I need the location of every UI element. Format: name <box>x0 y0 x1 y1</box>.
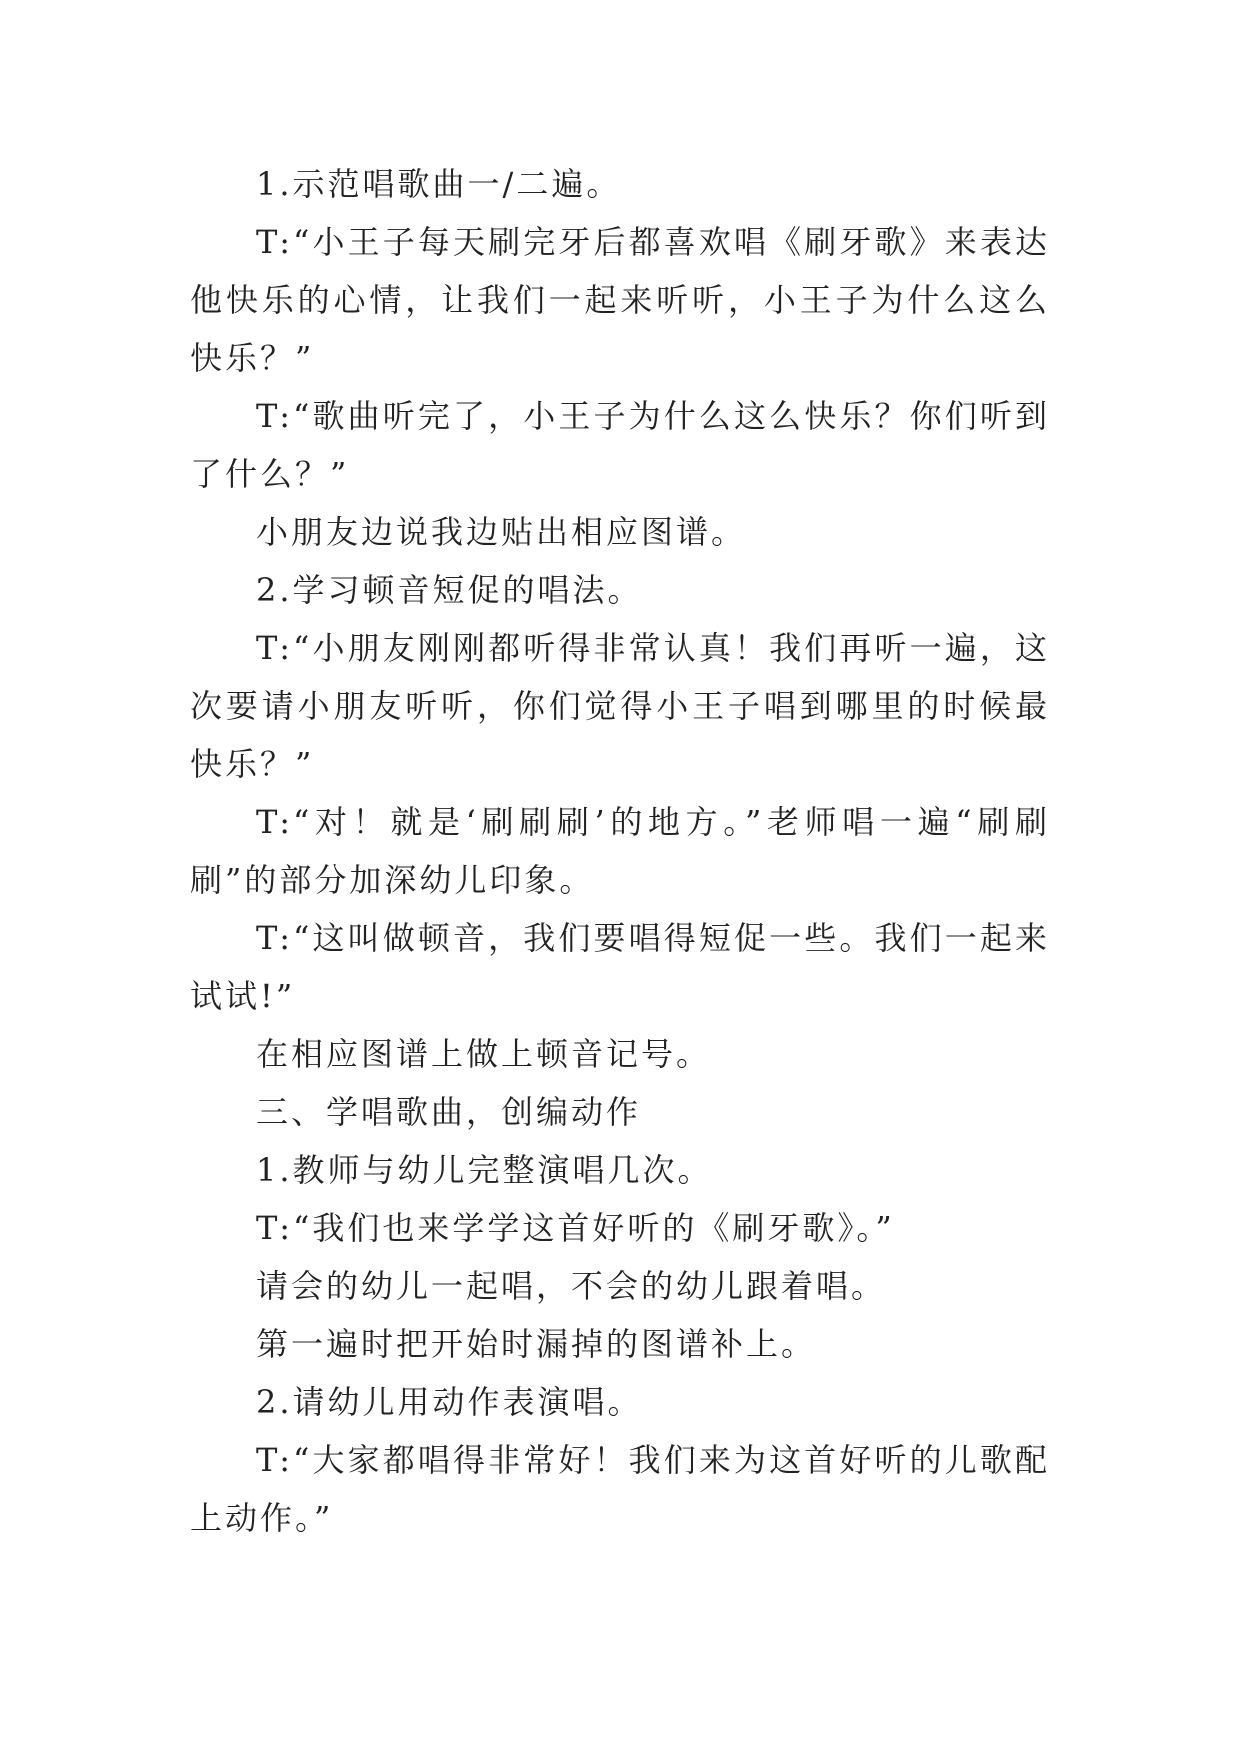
paragraph: 2.请幼儿用动作表演唱。 <box>256 1383 643 1421</box>
paragraph: 1.示范唱歌曲一/二遍。 <box>256 165 622 203</box>
paragraph: T:“歌曲听完了，小王子为什么这么快乐？你们听到了什么？” <box>190 397 1050 493</box>
paragraph: T:“小王子每天刷完牙后都喜欢唱《刷牙歌》来表达他快乐的心情，让我们一起来听听，小王子为什么这么快乐？” <box>190 223 1050 377</box>
paragraph: 2.学习顿音短促的唱法。 <box>256 571 643 609</box>
paragraph: T:“小朋友刚刚都听得非常认真！我们再听一遍，这次要请小朋友听听，你们觉得小王子唱到哪里的时候最快乐？” <box>190 629 1050 783</box>
paragraph: T:“大家都唱得非常好！我们来为这首好听的儿歌配上动作。” <box>190 1441 1050 1537</box>
paragraph: 在相应图谱上做上顿音记号。 <box>256 1035 712 1073</box>
document-body <box>190 155 1050 1547</box>
paragraph: T:“我们也来学学这首好听的《刷牙歌》。” <box>256 1209 895 1247</box>
paragraph: T:“对！就是‘刷刷刷’的地方。”老师唱一遍“刷刷刷”的部分加深幼儿印象。 <box>190 803 1050 899</box>
paragraph: T:“这叫做顿音，我们要唱得短促一些。我们一起来试试!” <box>190 919 1050 1015</box>
paragraph: 第一遍时把开始时漏掉的图谱补上。 <box>256 1325 817 1363</box>
paragraph: 小朋友边说我边贴出相应图谱。 <box>256 513 747 551</box>
paragraph: 请会的幼儿一起唱，不会的幼儿跟着唱。 <box>256 1267 887 1305</box>
paragraph: 1.教师与幼儿完整演唱几次。 <box>256 1151 713 1189</box>
section-heading: 三、学唱歌曲，创编动作 <box>256 1093 642 1131</box>
